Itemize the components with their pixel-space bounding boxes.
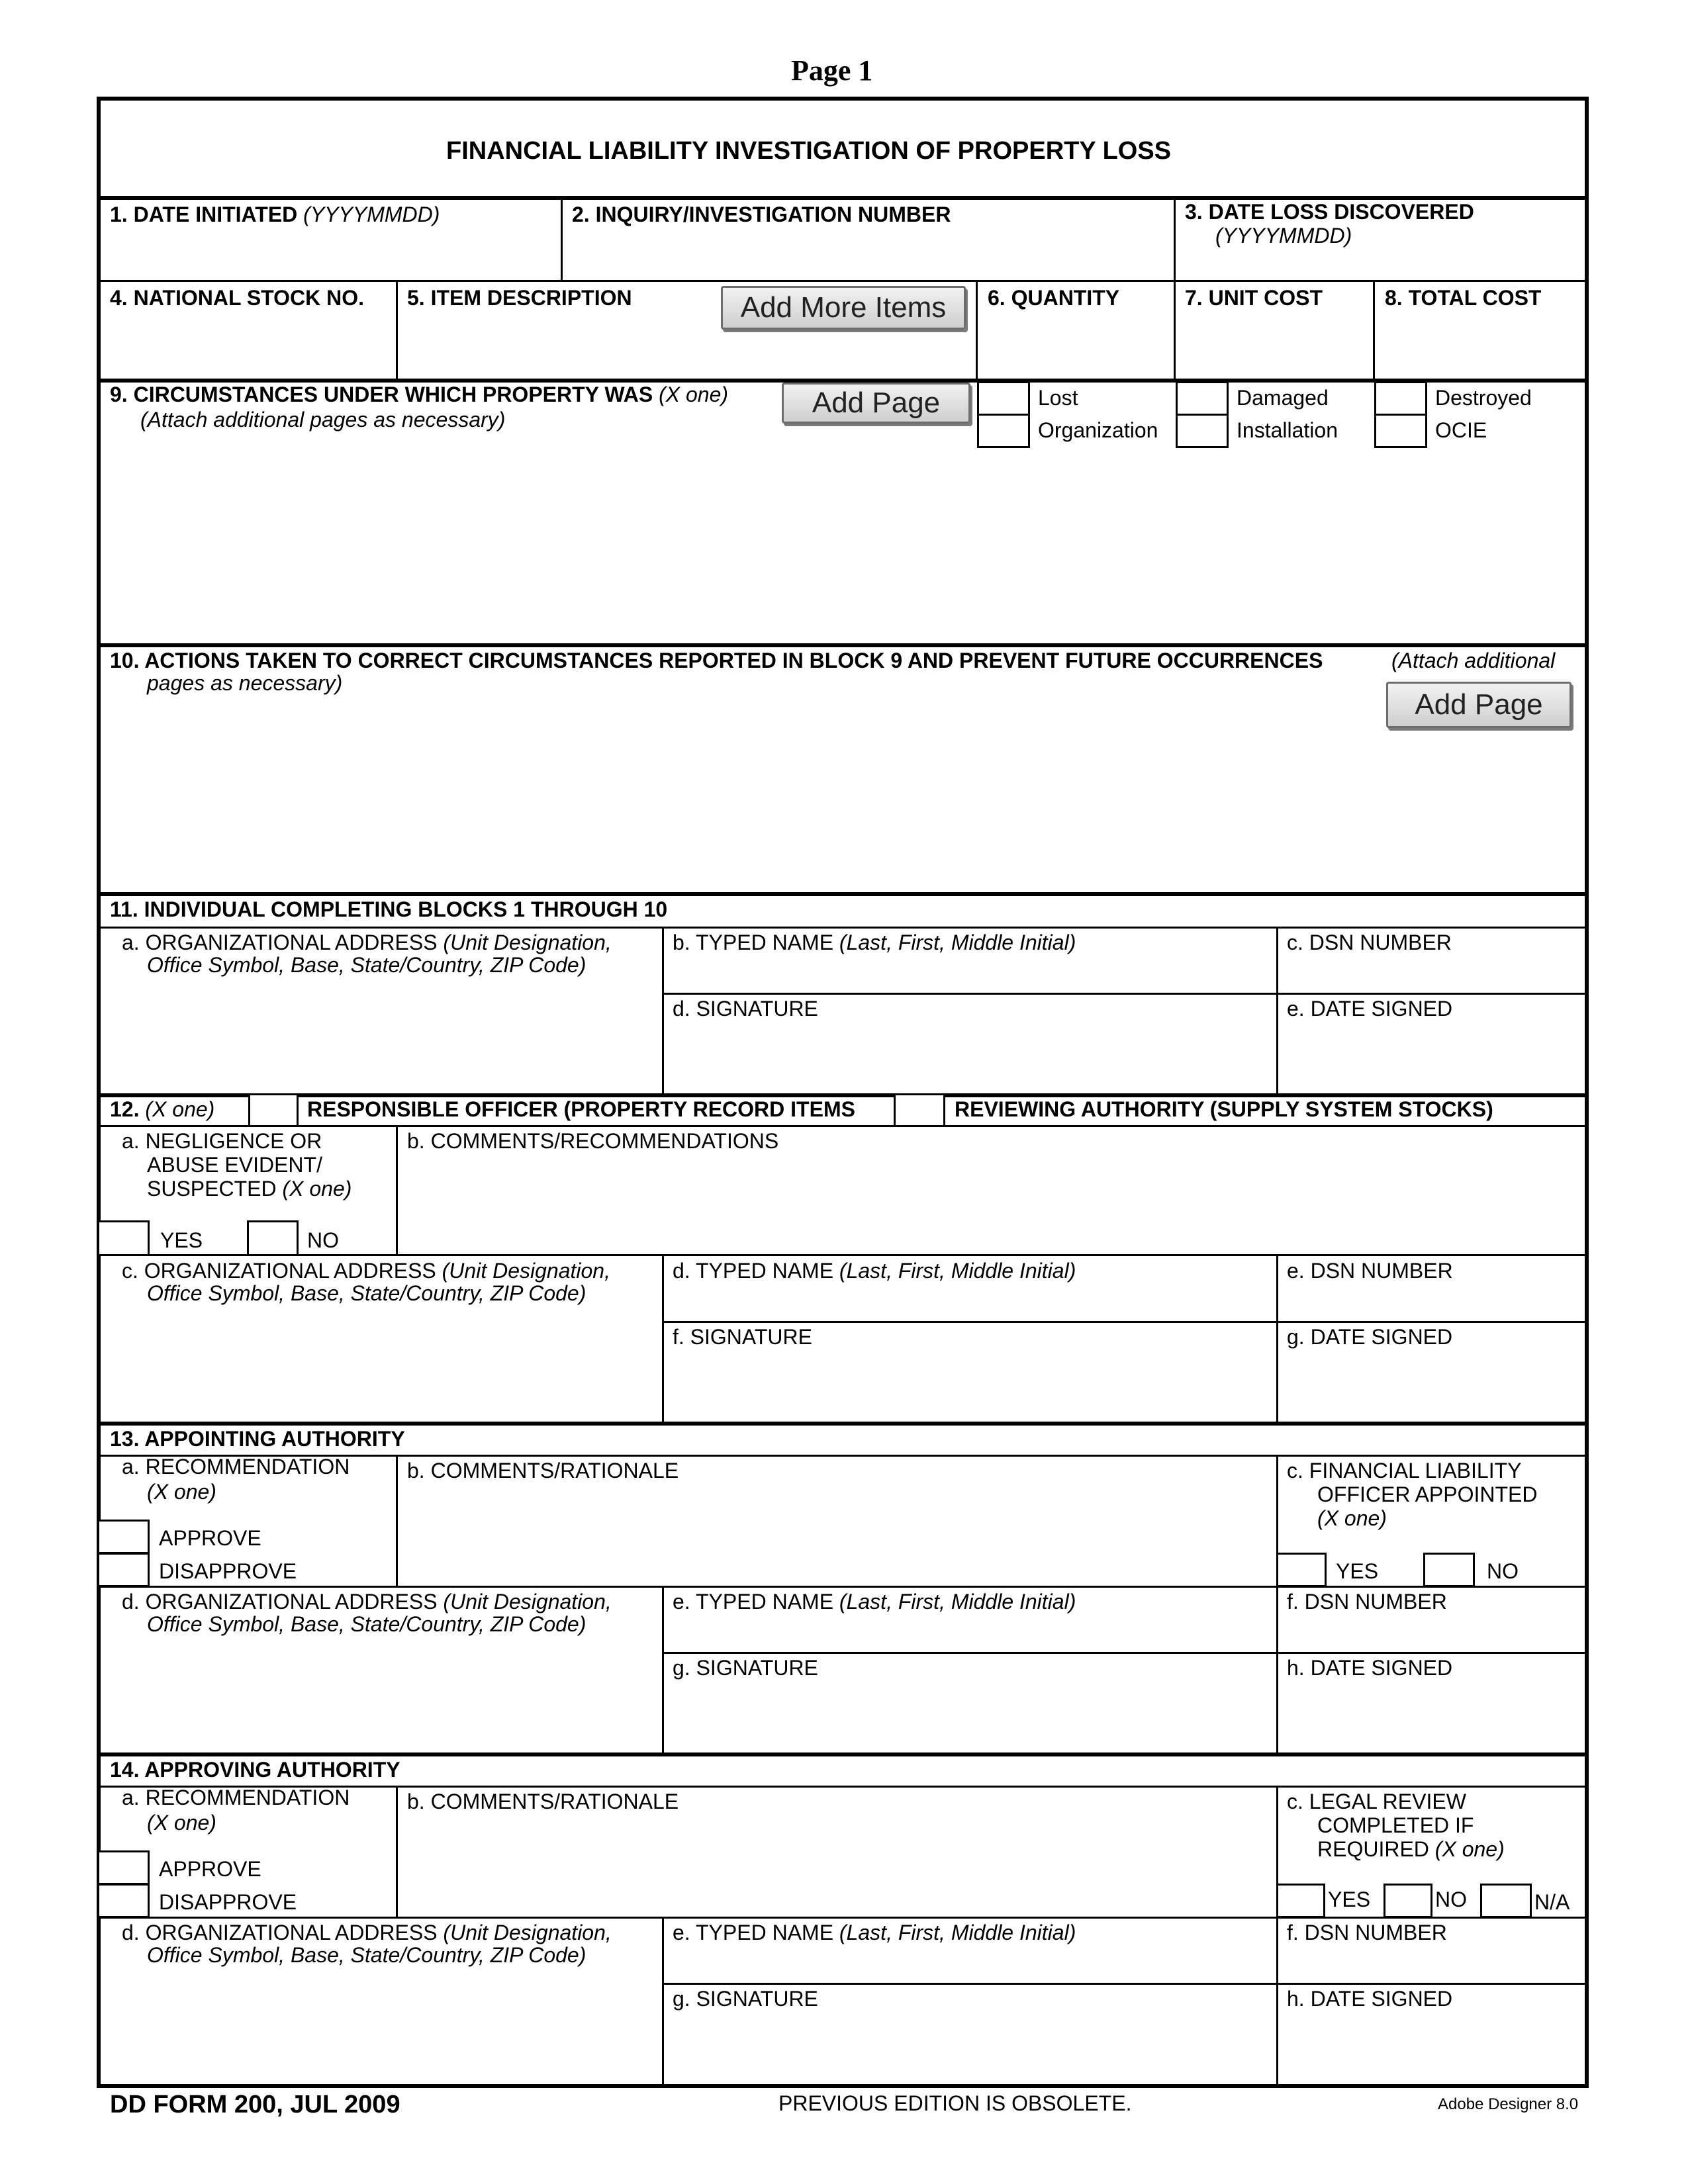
b13-flo-label-2: OFFICER APPOINTED	[1317, 1482, 1538, 1506]
rule	[1373, 280, 1375, 379]
block12-x-one: (X one)	[145, 1097, 215, 1121]
b13-flo-yes-label: YES	[1336, 1559, 1379, 1583]
b14-date-signed-label: h. DATE SIGNED	[1287, 1987, 1453, 2011]
b13-flo-x-one: (X one)	[1317, 1506, 1387, 1530]
rule	[396, 280, 398, 379]
rule	[662, 993, 1589, 995]
frame-bottom	[97, 2084, 1589, 2088]
block9-attach-note: (Attach additional pages as necessary)	[140, 408, 506, 432]
date-initiated-label	[110, 203, 440, 226]
b11-typed-name-label	[673, 931, 1076, 954]
option-lost-label: Lost	[1038, 386, 1078, 410]
checkbox-negligence-yes[interactable]	[99, 1220, 150, 1256]
rule	[97, 1254, 1589, 1256]
checkbox-b13-flo-no[interactable]	[1423, 1553, 1475, 1587]
checkbox-b14-legal-na[interactable]	[1480, 1884, 1532, 1918]
b14-legal-x-one: (X one)	[1434, 1837, 1505, 1861]
b12-dsn-label: e. DSN NUMBER	[1287, 1259, 1453, 1283]
b14-approve-label: APPROVE	[159, 1857, 261, 1881]
block12-number: 12.	[110, 1097, 140, 1121]
b14-recommendation-label: a. RECOMMENDATION	[122, 1786, 350, 1809]
b14-typed-name-hint: (Last, First, Middle Initial)	[839, 1921, 1076, 1944]
b14-legal-no-label: NO	[1435, 1888, 1467, 1911]
b12-date-signed-label: g. DATE SIGNED	[1287, 1325, 1453, 1349]
b13-org-address-text: d. ORGANIZATIONAL ADDRESS	[122, 1590, 438, 1614]
b11-typed-name-hint: (Last, First, Middle Initial)	[839, 931, 1076, 954]
unit-cost-field[interactable]	[1177, 312, 1369, 376]
b13-typed-name-hint: (Last, First, Middle Initial)	[839, 1590, 1076, 1614]
checkbox-negligence-no[interactable]	[247, 1220, 299, 1256]
b14-typed-name-field[interactable]	[666, 1947, 1274, 1980]
item-description-label: 5. ITEM DESCRIPTION	[407, 286, 632, 310]
b11-org-address-hint2: Office Symbol, Base, State/Country, ZIP Code)	[147, 953, 586, 977]
negligence-x-one: (X one)	[282, 1177, 352, 1201]
date-initiated-text: 1. DATE INITIATED	[110, 203, 298, 226]
obsolete-note: PREVIOUS EDITION IS OBSOLETE.	[778, 2091, 1132, 2115]
b13-signature-label: g. SIGNATURE	[673, 1656, 818, 1680]
rule	[97, 892, 1589, 896]
rule	[662, 1586, 664, 1755]
rule	[662, 1983, 1589, 1985]
rule	[1174, 196, 1176, 282]
checkbox-ocie[interactable]	[1374, 414, 1427, 448]
checkbox-b13-disapprove[interactable]	[99, 1553, 150, 1587]
checkbox-lost[interactable]	[977, 381, 1030, 416]
add-more-items-button[interactable]: Add More Items	[721, 286, 966, 330]
b13-signature-field[interactable]	[666, 1682, 1274, 1751]
date-loss-format: (YYYYMMDD)	[1215, 224, 1352, 248]
checkbox-responsible-officer[interactable]	[248, 1095, 299, 1126]
negligence-label-3	[147, 1177, 352, 1201]
b13-dsn-field[interactable]	[1280, 1616, 1582, 1649]
b11-typed-name-text: b. TYPED NAME	[673, 931, 834, 954]
rule	[396, 1125, 398, 1255]
form-title: FINANCIAL LIABILITY INVESTIGATION OF PROPERTY LOSS	[446, 137, 1172, 165]
rule	[976, 280, 978, 379]
checkbox-installation[interactable]	[1176, 414, 1229, 448]
b13-flo-no-label: NO	[1487, 1559, 1519, 1583]
b11-signature-label: d. SIGNATURE	[673, 997, 818, 1021]
b11-org-address-field[interactable]	[101, 979, 657, 1092]
b13-org-address-hint1: (Unit Designation,	[443, 1590, 612, 1614]
b13-dsn-label: f. DSN NUMBER	[1287, 1590, 1447, 1614]
b12-org-address-text: c. ORGANIZATIONAL ADDRESS	[122, 1259, 436, 1283]
rule	[662, 1321, 1589, 1323]
rule	[1174, 280, 1176, 379]
b14-dsn-label: f. DSN NUMBER	[1287, 1921, 1447, 1944]
checkbox-organization[interactable]	[977, 414, 1030, 448]
b12-typed-name-label	[673, 1259, 1076, 1283]
form-id: DD FORM 200, JUL 2009	[110, 2091, 400, 2118]
rule	[662, 1917, 664, 2086]
rule	[662, 1652, 1589, 1654]
inquiry-number-field[interactable]	[564, 228, 1173, 279]
checkbox-b14-legal-yes[interactable]	[1276, 1884, 1325, 1918]
b11-dsn-label: c. DSN NUMBER	[1287, 931, 1452, 954]
option-installation-label: Installation	[1237, 418, 1338, 442]
rule	[97, 1917, 1589, 1919]
b11-org-address-text: a. ORGANIZATIONAL ADDRESS	[122, 931, 438, 954]
quantity-field[interactable]	[980, 312, 1172, 376]
b14-comments-field[interactable]	[400, 1816, 1275, 1918]
b13-typed-name-label	[673, 1590, 1076, 1614]
rule	[1276, 1917, 1278, 2086]
b13-org-address-field[interactable]	[101, 1639, 657, 1751]
b14-date-signed-field[interactable]	[1280, 2013, 1582, 2081]
b14-legal-label-1: c. LEGAL REVIEW	[1287, 1790, 1466, 1813]
b12-org-address-field[interactable]	[101, 1308, 657, 1420]
b14-signature-field[interactable]	[666, 2013, 1274, 2081]
rule	[1276, 1254, 1278, 1424]
block10-add-page-button[interactable]: Add Page	[1386, 682, 1571, 728]
inquiry-number-label: 2. INQUIRY/INVESTIGATION NUMBER	[572, 203, 951, 226]
b11-date-signed-field[interactable]	[1280, 1023, 1582, 1092]
block9-label	[110, 383, 728, 406]
block9-label-text: 9. CIRCUMSTANCES UNDER WHICH PROPERTY WAS	[110, 383, 653, 406]
b14-disapprove-label: DISAPPROVE	[159, 1890, 297, 1914]
b12-signature-field[interactable]	[666, 1351, 1274, 1420]
b13-comments-field[interactable]	[400, 1485, 1275, 1587]
b11-signature-field[interactable]	[666, 1023, 1274, 1092]
b13-comments-label: b. COMMENTS/RATIONALE	[407, 1459, 679, 1482]
b14-legal-label-3	[1317, 1837, 1505, 1861]
negligence-label-3-text: SUSPECTED	[147, 1177, 277, 1201]
block11-label: 11. INDIVIDUAL COMPLETING BLOCKS 1 THROUGH 10	[110, 897, 668, 921]
page-label: Page 1	[791, 54, 873, 87]
b14-signature-label: g. SIGNATURE	[673, 1987, 818, 2011]
b14-x-one: (X one)	[147, 1811, 216, 1835]
date-loss-label: 3. DATE LOSS DISCOVERED	[1185, 200, 1474, 224]
item-description-field[interactable]	[400, 323, 976, 377]
rule	[396, 1786, 398, 1918]
block9-circumstances-field[interactable]	[101, 450, 1583, 645]
b12-typed-name-field[interactable]	[666, 1285, 1274, 1318]
frame-top	[97, 97, 1589, 101]
b14-org-address-text: d. ORGANIZATIONAL ADDRESS	[122, 1921, 438, 1944]
rule	[396, 1455, 398, 1587]
b13-approve-label: APPROVE	[159, 1526, 261, 1550]
checkbox-damaged[interactable]	[1176, 381, 1229, 416]
rule	[97, 1752, 1589, 1756]
block13-label: 13. APPOINTING AUTHORITY	[110, 1427, 405, 1451]
option-destroyed-label: Destroyed	[1435, 386, 1532, 410]
rule	[97, 1586, 1589, 1588]
designer-note: Adobe Designer 8.0	[1438, 2095, 1579, 2113]
rule	[97, 927, 1589, 929]
b12-org-address-label	[122, 1259, 610, 1283]
b11-org-address-label	[122, 931, 612, 954]
b13-org-address-hint2: Office Symbol, Base, State/Country, ZIP Code)	[147, 1612, 586, 1636]
b14-comments-label: b. COMMENTS/RATIONALE	[407, 1790, 679, 1813]
option-damaged-label: Damaged	[1237, 386, 1329, 410]
b11-typed-name-field[interactable]	[666, 957, 1274, 990]
b14-legal-label-3-text: REQUIRED	[1317, 1837, 1429, 1861]
date-initiated-format: (YYYYMMDD)	[303, 203, 440, 226]
b12-comments-label: b. COMMENTS/RECOMMENDATIONS	[407, 1129, 779, 1153]
rule	[662, 927, 664, 1096]
b12-org-address-hint1: (Unit Designation,	[442, 1259, 610, 1283]
b14-org-address-hint2: Office Symbol, Base, State/Country, ZIP Code)	[147, 1943, 586, 1967]
rule	[97, 280, 1589, 282]
b12-typed-name-text: d. TYPED NAME	[673, 1259, 834, 1283]
frame-right	[1585, 97, 1589, 2088]
block12-label	[110, 1097, 214, 1121]
rule	[97, 1125, 1589, 1127]
b12-date-signed-field[interactable]	[1280, 1351, 1582, 1420]
b11-dsn-field[interactable]	[1280, 957, 1582, 990]
rule	[97, 1422, 1589, 1426]
rule	[97, 643, 1589, 647]
b13-flo-label-1: c. FINANCIAL LIABILITY	[1287, 1459, 1522, 1482]
rule	[1276, 1586, 1278, 1755]
checkbox-b14-legal-no[interactable]	[1383, 1884, 1432, 1918]
block9-add-page-button[interactable]: Add Page	[782, 383, 970, 424]
rule	[561, 196, 563, 282]
b14-org-address-label	[122, 1921, 612, 1944]
nsn-label: 4. NATIONAL STOCK NO.	[110, 286, 365, 310]
b12-org-address-hint2: Office Symbol, Base, State/Country, ZIP Code)	[147, 1281, 586, 1305]
b12-typed-name-hint: (Last, First, Middle Initial)	[839, 1259, 1076, 1283]
b14-dsn-field[interactable]	[1280, 1947, 1582, 1980]
rule	[1276, 927, 1278, 1096]
checkbox-b13-flo-yes[interactable]	[1276, 1553, 1327, 1587]
b13-date-signed-label: h. DATE SIGNED	[1287, 1656, 1453, 1680]
checkbox-b14-approve[interactable]	[99, 1850, 150, 1885]
total-cost-field[interactable]	[1377, 312, 1582, 376]
checkbox-reviewing-authority[interactable]	[894, 1095, 945, 1126]
b14-typed-name-label	[673, 1921, 1076, 1944]
block10-attach-note-1: (Attach additional	[1391, 649, 1556, 672]
nsn-field[interactable]	[101, 312, 392, 376]
b12-comments-field[interactable]	[400, 1156, 1585, 1253]
block10-actions-field[interactable]	[101, 735, 1583, 891]
b13-date-signed-field[interactable]	[1280, 1682, 1582, 1751]
b13-x-one: (X one)	[147, 1480, 216, 1504]
block9-x-one: (X one)	[659, 383, 729, 406]
b14-typed-name-text: e. TYPED NAME	[673, 1921, 834, 1944]
b13-disapprove-label: DISAPPROVE	[159, 1559, 297, 1583]
frame-left	[97, 97, 101, 2088]
option-organization-label: Organization	[1038, 418, 1158, 442]
date-loss-field[interactable]	[1177, 249, 1582, 279]
unit-cost-label: 7. UNIT COST	[1185, 286, 1323, 310]
b13-typed-name-text: e. TYPED NAME	[673, 1590, 834, 1614]
checkbox-b13-approve[interactable]	[99, 1520, 150, 1554]
rule	[662, 1254, 664, 1424]
b13-typed-name-field[interactable]	[666, 1616, 1274, 1649]
b11-date-signed-label: e. DATE SIGNED	[1287, 997, 1453, 1021]
block10-attach-note-2: pages as necessary)	[147, 671, 343, 695]
b13-org-address-label	[122, 1590, 612, 1614]
b13-recommendation-label: a. RECOMMENDATION	[122, 1455, 350, 1479]
b14-legal-label-2: COMPLETED IF	[1317, 1813, 1474, 1837]
checkbox-destroyed[interactable]	[1374, 381, 1427, 416]
checkbox-b14-disapprove[interactable]	[99, 1884, 150, 1918]
b12-signature-label: f. SIGNATURE	[673, 1325, 812, 1349]
block10-label: 10. ACTIONS TAKEN TO CORRECT CIRCUMSTANCES REPORTED IN BLOCK 9 AND PREVENT FUTURE OCCURRENCES	[110, 649, 1323, 672]
option-ocie-label: OCIE	[1435, 418, 1487, 442]
b11-org-address-hint1: (Unit Designation,	[443, 931, 612, 954]
negligence-label-2: ABUSE EVIDENT/	[147, 1153, 322, 1177]
b14-legal-yes-label: YES	[1328, 1888, 1371, 1911]
quantity-label: 6. QUANTITY	[988, 286, 1120, 310]
b12-dsn-field[interactable]	[1280, 1285, 1582, 1318]
b14-org-address-hint1: (Unit Designation,	[443, 1921, 612, 1944]
negligence-no-label: NO	[307, 1228, 339, 1252]
total-cost-label: 8. TOTAL COST	[1385, 286, 1542, 310]
negligence-yes-label: YES	[160, 1228, 203, 1252]
reviewing-authority-label: REVIEWING AUTHORITY (SUPPLY SYSTEM STOCKS)	[955, 1097, 1493, 1121]
b14-org-address-field[interactable]	[101, 1970, 657, 2081]
negligence-label-1: a. NEGLIGENCE OR	[122, 1129, 322, 1153]
b14-legal-na-label: N/A	[1534, 1890, 1570, 1914]
responsible-officer-label: RESPONSIBLE OFFICER (PROPERTY RECORD ITEMS	[307, 1097, 855, 1121]
block14-label: 14. APPROVING AUTHORITY	[110, 1758, 400, 1782]
date-initiated-field[interactable]	[101, 228, 557, 279]
